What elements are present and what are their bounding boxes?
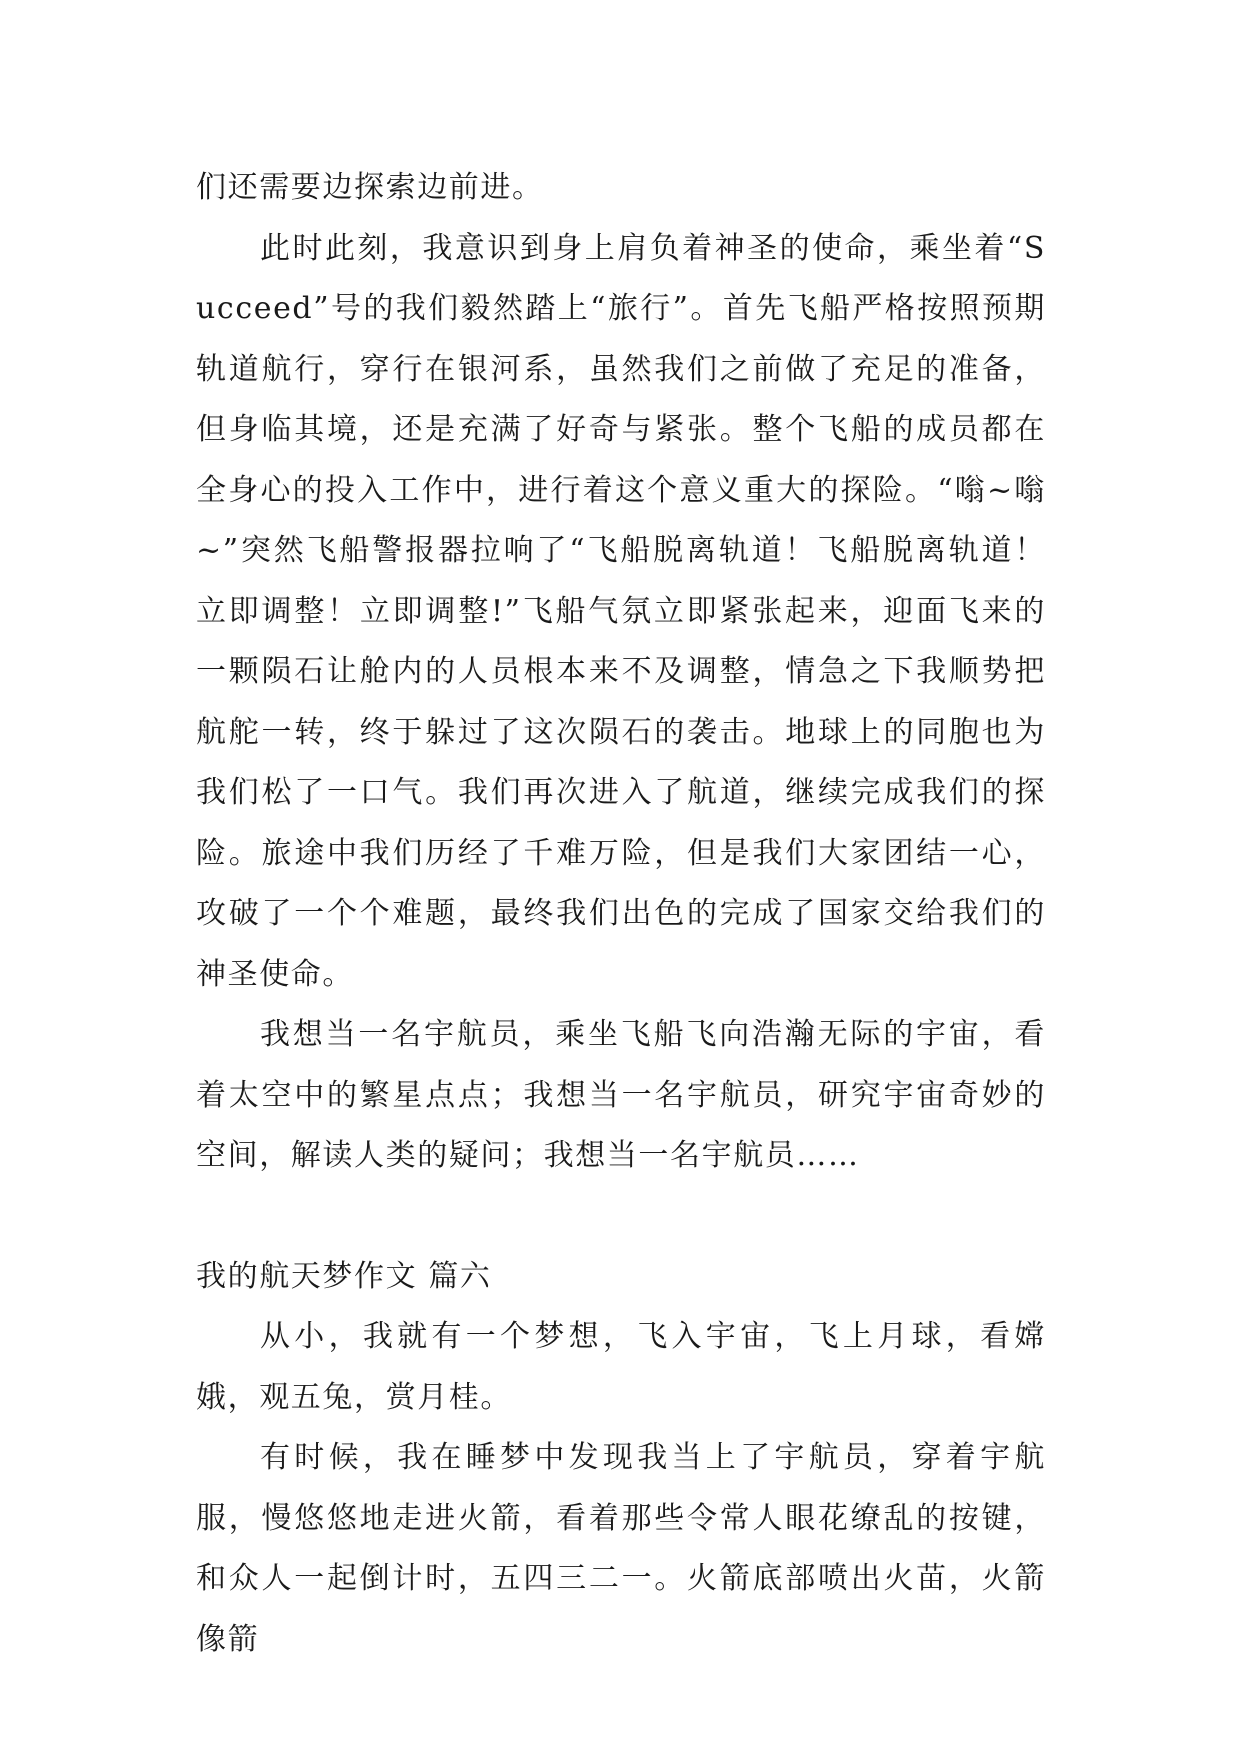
section-heading: 我的航天梦作文 篇六 [196,1258,492,1294]
paragraph-continuation: 们还需要边探索边前进。 [196,170,544,205]
paragraph-childhood-dream: 从小，我就有一个梦想，飞入宇宙，飞上月球，看嫦娥，观五兔，赏月桂。 [196,1319,1046,1415]
paragraph-astronaut-wish: 我想当一名宇航员，乘坐飞船飞向浩瀚无际的宇宙，看着太空中的繁星点点；我想当一名宇航员，研究宇宙奇妙的空间，解读人类的疑问；我想当一名宇航员…… [196,1017,1046,1173]
paragraph-mission-journey: 此时此刻，我意识到身上肩负着神圣的使命，乘坐着“Succeed”号的我们毅然踏上“旅行”。首先飞船严格按照预期轨道航行，穿行在银河系，虽然我们之前做了充足的准备，但身临其境，还是充满了好奇与紧张。整个飞船的成员都在全身心的投入工作中，进行着这个意义重大的探险。“嗡~嗡~”突然飞船警报器拉响了“飞船脱离轨道！飞船脱离轨道！立即调整！立即调整!”飞船气氛立即紧张起来，迎面飞来的一颗陨石让舱内的人员根本来不及调整，情急之下我顺势把航舵一转，终于躲过了这次陨石的袭击。地球上的同胞也为我们松了一口气。我们再次进入了航道，继续完成我们的探险。旅途中我们历经了千难万险，但是我们大家团结一心，攻破了一个个难题，最终我们出色的完成了国家交给我们的神圣使命。 [196,230,1046,992]
document-body [196,158,1046,1670]
paragraph-dream-rocket: 有时候，我在睡梦中发现我当上了宇航员，穿着宇航服，慢悠悠地走进火箭，看着那些令常人眼花缭乱的按键，和众人一起倒计时，五四三二一。火箭底部喷出火苗，火箭像箭 [196,1440,1046,1657]
